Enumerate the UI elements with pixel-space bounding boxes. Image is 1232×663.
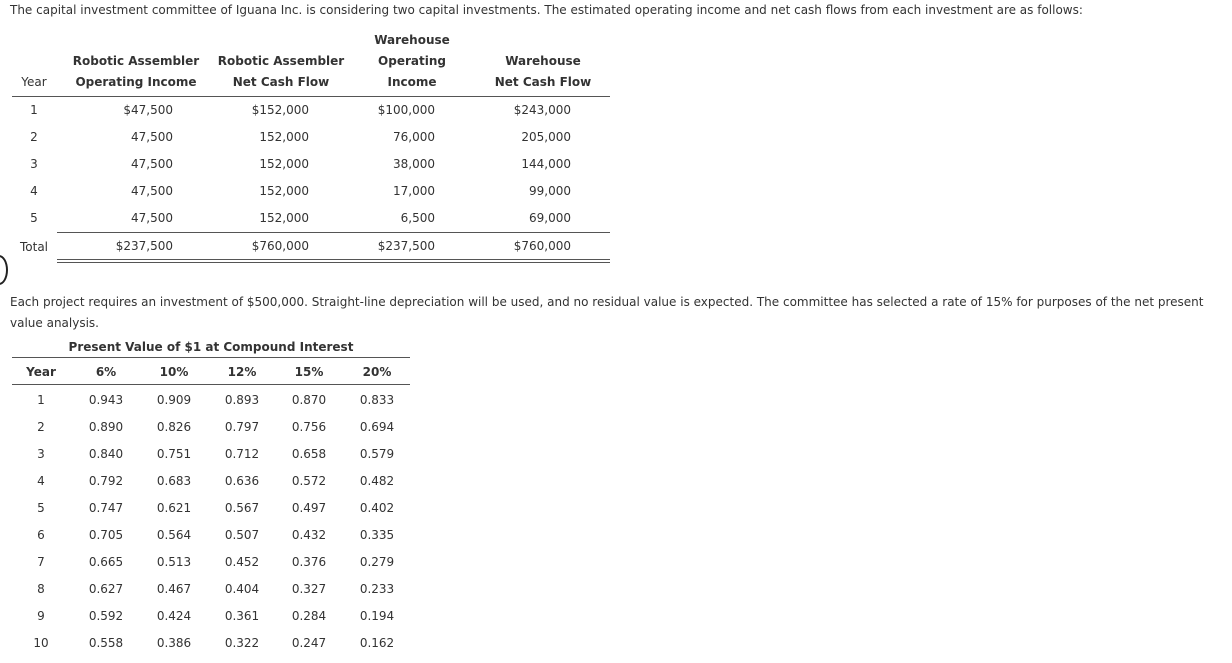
pv-year-cell: 1 <box>37 393 45 407</box>
row-year: 1 <box>30 103 38 117</box>
pv-rate-20-cell: 0.194 <box>359 609 395 623</box>
row-ra-cash: $152,000 <box>251 103 309 117</box>
pv-rate-6-cell: 0.665 <box>88 555 124 569</box>
row-wh-cash: 99,000 <box>529 184 571 198</box>
total-wh-income: $237,500 <box>377 239 435 253</box>
total-ra-cash: $760,000 <box>251 239 309 253</box>
pv-rate-15-cell: 0.756 <box>291 420 327 434</box>
pv-rate-6-cell: 0.890 <box>88 420 124 434</box>
total-ra-income: $237,500 <box>115 239 173 253</box>
pv-rate-12-cell: 0.507 <box>224 528 260 542</box>
pv-rate-20-cell: 0.579 <box>359 447 395 461</box>
pv-rate-20-cell: 0.402 <box>359 501 395 515</box>
pv-rate-10-cell: 0.751 <box>156 447 192 461</box>
header-wh-cash-line2: Net Cash Flow <box>494 75 592 89</box>
pv-header-year: Year <box>26 365 56 379</box>
pv-rate-15-cell: 0.572 <box>291 474 327 488</box>
header-wh-income-line3: Income <box>387 75 437 89</box>
header-year: Year <box>21 75 47 89</box>
header-ra-cash-line1: Robotic Assembler <box>217 54 345 68</box>
pv-rate-12-cell: 0.712 <box>224 447 260 461</box>
header-rule <box>12 96 610 97</box>
pv-rate-10-cell: 0.467 <box>156 582 192 596</box>
subtotal-rule <box>57 232 610 233</box>
pv-year-cell: 8 <box>37 582 45 596</box>
pv-rate-20-cell: 0.694 <box>359 420 395 434</box>
intro-text: The capital investment committee of Iguana Inc. is considering two capital investments. The estimated operating income and net cash flows from each investment are as follows: <box>10 3 1083 17</box>
investment-assumptions-text: Each project requires an investment of $500,000. Straight-line depreciation will be used, and no residual value is expected. The committee has selected a rate of 15% for purposes of the net present value analysis. <box>10 295 1204 330</box>
pv-rate-12-cell: 0.452 <box>224 555 260 569</box>
row-ra-income: $47,500 <box>123 103 173 117</box>
pv-rate-6-cell: 0.592 <box>88 609 124 623</box>
row-wh-cash: $243,000 <box>513 103 571 117</box>
row-ra-income: 47,500 <box>131 157 173 171</box>
pv-rate-6-cell: 0.558 <box>88 636 124 650</box>
pv-rate-12-cell: 0.893 <box>224 393 260 407</box>
pv-rate-15-cell: 0.284 <box>291 609 327 623</box>
pv-year-cell: 9 <box>37 609 45 623</box>
row-ra-income: 47,500 <box>131 130 173 144</box>
pv-rate-15-cell: 0.870 <box>291 393 327 407</box>
row-wh-income: 17,000 <box>393 184 435 198</box>
pv-rate-10-cell: 0.386 <box>156 636 192 650</box>
row-year: 3 <box>30 157 38 171</box>
pv-header-10: 10% <box>159 365 189 379</box>
row-ra-cash: 152,000 <box>259 211 309 225</box>
pv-rate-6-cell: 0.705 <box>88 528 124 542</box>
pv-year-cell: 10 <box>33 636 49 650</box>
pv-header-15: 15% <box>294 365 324 379</box>
pv-year-cell: 7 <box>37 555 45 569</box>
header-wh-income-line1: Warehouse <box>374 33 450 47</box>
pv-rate-10-cell: 0.513 <box>156 555 192 569</box>
pv-rate-12-cell: 0.361 <box>224 609 260 623</box>
row-wh-cash: 69,000 <box>529 211 571 225</box>
header-ra-income-line1: Robotic Assembler <box>72 54 200 68</box>
pv-rate-20-cell: 0.162 <box>359 636 395 650</box>
pv-year-cell: 6 <box>37 528 45 542</box>
pv-rate-6-cell: 0.792 <box>88 474 124 488</box>
pv-rate-6-cell: 0.627 <box>88 582 124 596</box>
pv-rate-12-cell: 0.797 <box>224 420 260 434</box>
row-ra-income: 47,500 <box>131 184 173 198</box>
pv-rate-15-cell: 0.327 <box>291 582 327 596</box>
pv-year-cell: 2 <box>37 420 45 434</box>
pv-rate-6-cell: 0.943 <box>88 393 124 407</box>
row-wh-cash: 144,000 <box>521 157 571 171</box>
row-wh-cash: 205,000 <box>521 130 571 144</box>
pv-rate-15-cell: 0.497 <box>291 501 327 515</box>
pv-year-cell: 5 <box>37 501 45 515</box>
pv-rate-12-cell: 0.404 <box>224 582 260 596</box>
row-ra-income: 47,500 <box>131 211 173 225</box>
pv-year-cell: 4 <box>37 474 45 488</box>
pv-rate-15-cell: 0.247 <box>291 636 327 650</box>
pv-rate-15-cell: 0.658 <box>291 447 327 461</box>
header-wh-cash-line1: Warehouse <box>505 54 581 68</box>
pv-rate-10-cell: 0.424 <box>156 609 192 623</box>
row-ra-cash: 152,000 <box>259 157 309 171</box>
pv-title-rule <box>12 357 410 358</box>
pv-rate-20-cell: 0.233 <box>359 582 395 596</box>
pv-rate-10-cell: 0.909 <box>156 393 192 407</box>
total-wh-cash: $760,000 <box>513 239 571 253</box>
scroll-edge-indicator <box>0 255 8 285</box>
pv-rate-15-cell: 0.376 <box>291 555 327 569</box>
pv-header-12: 12% <box>227 365 257 379</box>
row-year: 5 <box>30 211 38 225</box>
pv-rate-20-cell: 0.833 <box>359 393 395 407</box>
row-wh-income: 6,500 <box>400 211 435 225</box>
pv-rate-10-cell: 0.826 <box>156 420 192 434</box>
row-wh-income: 38,000 <box>393 157 435 171</box>
pv-rate-15-cell: 0.432 <box>291 528 327 542</box>
pv-rate-20-cell: 0.335 <box>359 528 395 542</box>
pv-table-title: Present Value of $1 at Compound Interest <box>68 340 354 354</box>
pv-rate-20-cell: 0.279 <box>359 555 395 569</box>
pv-rate-6-cell: 0.840 <box>88 447 124 461</box>
row-wh-income: $100,000 <box>377 103 435 117</box>
pv-header-6: 6% <box>95 365 117 379</box>
pv-rate-20-cell: 0.482 <box>359 474 395 488</box>
row-year: 4 <box>30 184 38 198</box>
pv-rate-12-cell: 0.636 <box>224 474 260 488</box>
pv-year-cell: 3 <box>37 447 45 461</box>
row-ra-cash: 152,000 <box>259 184 309 198</box>
header-ra-cash-line2: Net Cash Flow <box>232 75 330 89</box>
pv-rate-6-cell: 0.747 <box>88 501 124 515</box>
row-ra-cash: 152,000 <box>259 130 309 144</box>
total-double-rule <box>57 259 610 263</box>
pv-rate-10-cell: 0.621 <box>156 501 192 515</box>
pv-rate-10-cell: 0.683 <box>156 474 192 488</box>
header-ra-income-line2: Operating Income <box>75 75 197 89</box>
pv-header-rule <box>12 384 410 385</box>
row-year: 2 <box>30 130 38 144</box>
pv-rate-12-cell: 0.567 <box>224 501 260 515</box>
header-wh-income-line2: Operating <box>378 54 446 68</box>
total-label: Total <box>19 240 49 254</box>
pv-rate-10-cell: 0.564 <box>156 528 192 542</box>
row-wh-income: 76,000 <box>393 130 435 144</box>
pv-header-20: 20% <box>362 365 392 379</box>
pv-rate-12-cell: 0.322 <box>224 636 260 650</box>
